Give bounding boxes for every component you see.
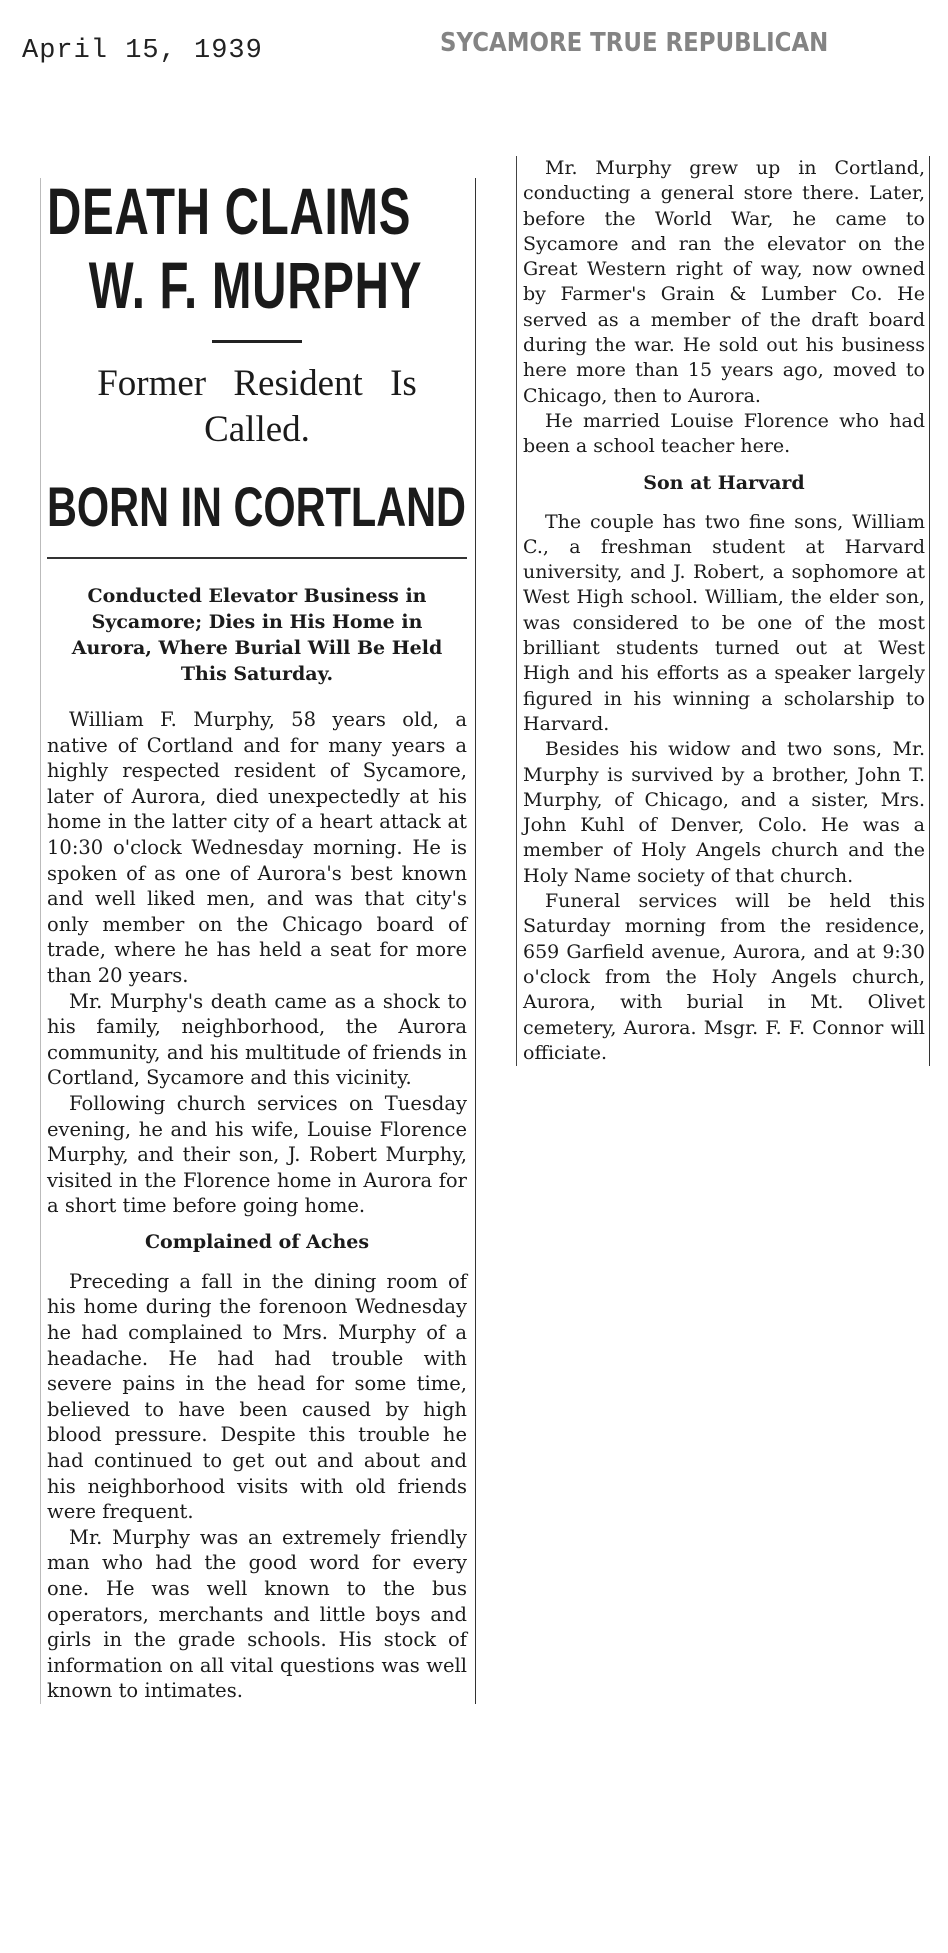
second-headline: BORN IN CORTLAND	[47, 475, 466, 538]
paragraph: Mr. Murphy grew up in Cortland, conducting a general store there. Later, before the World War, he came to Sycamore and ran the elevator on the Great Western right of way, now owned by Farmer's Grain & Lumber Co. He served as a member of the draft board during the war. He sold out his business here more than 15 years ago, moved to Chicago, then to Aurora.	[523, 157, 925, 407]
paragraph: He married Louise Florence who had been a school teacher here.	[523, 409, 925, 458]
headline-divider	[212, 340, 302, 343]
section-subhead: Son at Harvard	[643, 471, 805, 494]
right-column	[516, 156, 930, 1066]
left-column	[40, 174, 476, 1704]
paragraph: Funeral services will be held this Saturday morning from the residence, 659 Garfield avenue, Aurora, and at 9:30 o'clock from the Holy Angels church, Aurora, with burial in Mt. Olivet cemetery, Aurora. Msgr. F. F. Connor will officiate.	[523, 890, 925, 1064]
deck-divider	[47, 557, 467, 559]
newspaper-stamp: SYCAMORE TRUE REPUBLICAN	[440, 28, 829, 58]
paragraph: Besides his widow and two sons, Mr. Murphy is survived by a brother, John T. Murphy, of Chicago, and a sister, Mrs. John Kuhl of Denver, Colo. He was a member of Holy Angels church and the Holy Name society of that church.	[523, 738, 925, 887]
article-date: April 15, 1939	[22, 36, 263, 66]
subheadline: Former Resident Is Called.	[97, 363, 417, 450]
paragraph: Following church services on Tuesday evening, he and his wife, Louise Florence Murphy, and their son, J. Robert Murphy, visited in the Florence home in Aurora for a short time before going home.	[47, 1091, 467, 1218]
headline-line-2: W. F. MURPHY	[88, 248, 423, 322]
paragraph: Preceding a fall in the dining room of his home during the forenoon Wednesday he had complained to Mrs. Murphy of a headache. He had had trouble with severe pains in the head for some time, believed to have been caused by high blood pressure. Despite this trouble he had continued to get out and about and his neighborhood visits with old friends were frequent.	[47, 1269, 467, 1524]
paragraph: Mr. Murphy was an extremely friendly man who had the good word for every one. He was well known to the bus operators, merchants and little boys and girls in the grade schools. His stock of information on all vital questions was well known to intimates.	[47, 1525, 467, 1703]
paragraph: Mr. Murphy's death came as a shock to his family, neighborhood, the Aurora community, and his multitude of friends in Cortland, Sycamore and this vicinity.	[47, 989, 467, 1090]
headline-line-1: DEATH CLAIMS	[47, 174, 412, 248]
section-subhead: Complained of Aches	[144, 1230, 370, 1253]
paragraph: The couple has two fine sons, William C., a freshman student at Harvard university, and J. Robert, a sophomore at West High school. William, the elder son, was considered to be one of the most brilliant students turned out at West High and his efforts as a speaker largely figured in his winning a scholarship to Harvard.	[523, 510, 925, 735]
paragraph: William F. Murphy, 58 years old, a native of Cortland and for many years a highly respected resident of Sycamore, later of Aurora, died unexpectedly at his home in the latter city of a heart attack at 10:30 o'clock Wednesday morning. He is spoken of as one of Aurora's best known and well liked men, and was that city's only member on the Chicago board of trade, where he has held a seat for more than 20 years.	[47, 708, 467, 987]
headline-deck: Conducted Elevator Business in Sycamore; Dies in His Home in Aurora, Where Burial Will Be Held This Saturday.	[71, 585, 443, 685]
